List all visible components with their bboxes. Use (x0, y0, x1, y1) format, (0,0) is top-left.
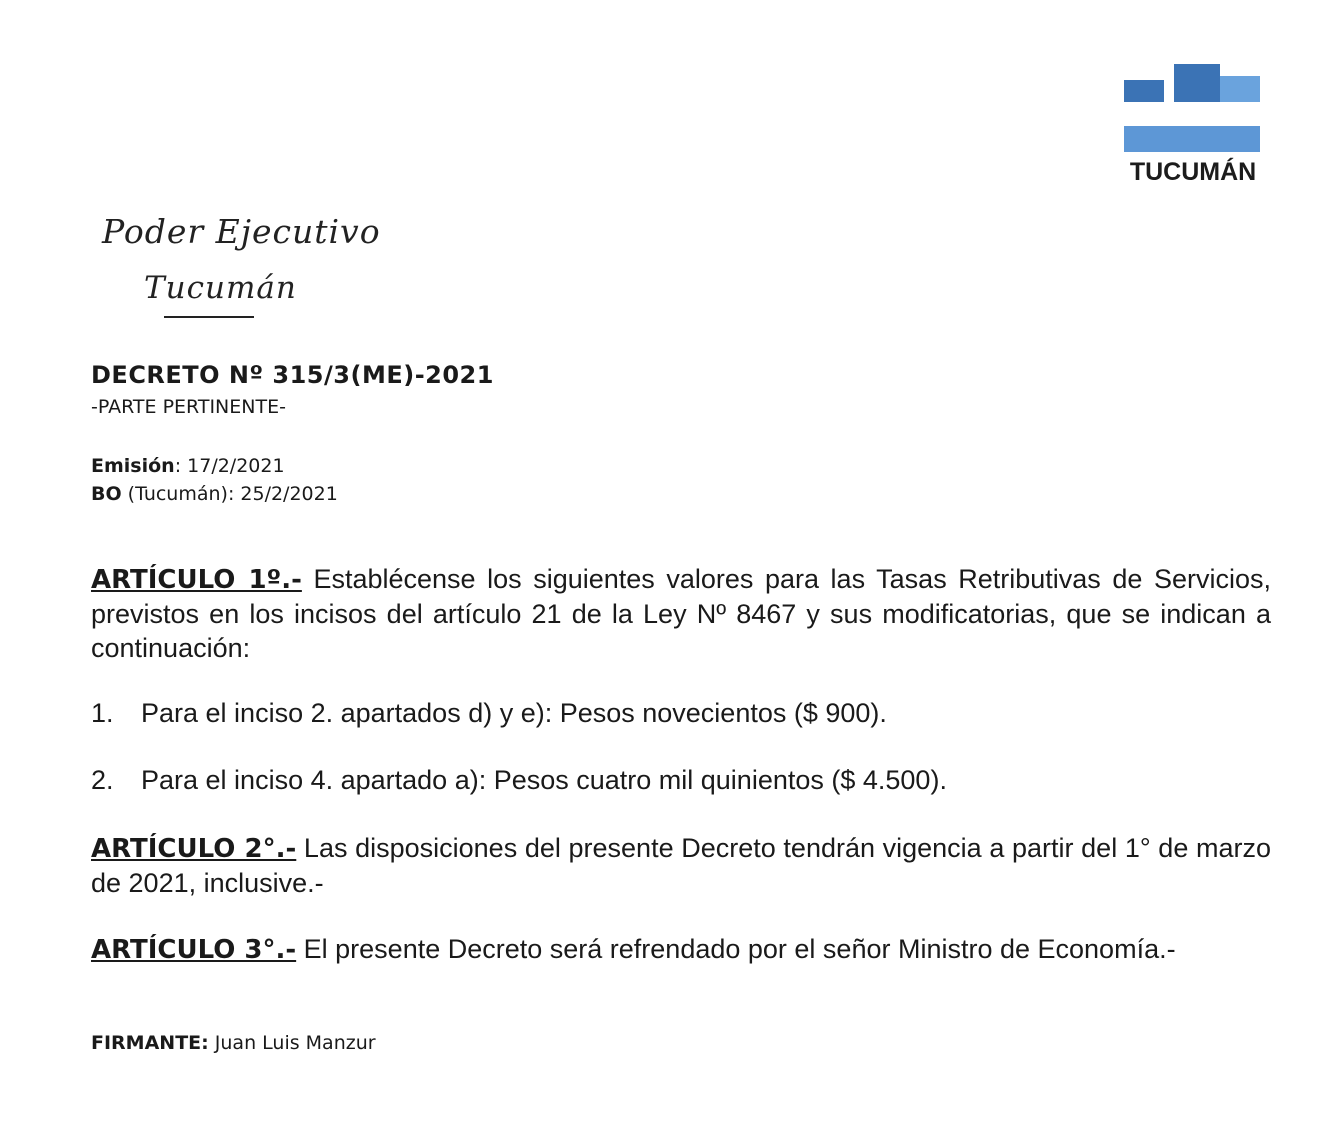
article-2 (91, 831, 1271, 900)
seal-line-1: Poder Ejecutivo (102, 212, 381, 251)
signer (91, 1032, 376, 1054)
emission-date (91, 455, 285, 477)
article-3 (91, 932, 1271, 967)
article-3-text: El presente Decreto será refrendado por el señor Ministro de Economía.- (296, 934, 1176, 964)
list-item-text: Para el inciso 2. apartados d) y e): Pesos novecientos ($ 900). (141, 698, 887, 728)
list-item (91, 696, 887, 730)
signer-name: Juan Luis Manzur (208, 1032, 376, 1054)
list-item-text: Para el inciso 4. apartado a): Pesos cuatro mil quinientos ($ 4.500). (141, 765, 947, 795)
article-1-label: ARTÍCULO 1º.- (91, 565, 302, 595)
bulletin-label: BO (91, 483, 122, 505)
decree-subtitle: -PARTE PERTINENTE- (91, 396, 286, 418)
article-2-text: Las disposiciones del presente Decreto tendrán vigencia a partir del 1° de marzo de 2021, inclusive.- (91, 833, 1271, 898)
seal-underline (164, 316, 254, 318)
list-item-number: 2. (91, 765, 114, 795)
emission-value: : 17/2/2021 (174, 455, 285, 477)
tucuman-logo (1122, 64, 1264, 190)
decree-title: DECRETO Nº 315/3(ME)-2021 (91, 361, 494, 389)
logo-text: TUCUMÁN (1129, 158, 1257, 186)
bulletin-value: (Tucumán): 25/2/2021 (121, 483, 338, 505)
article-3-label: ARTÍCULO 3°.- (91, 935, 297, 965)
signer-label: FIRMANTE: (91, 1032, 209, 1054)
list-item-number: 1. (91, 698, 114, 728)
seal-line-2: Tucumán (144, 270, 297, 306)
emission-label: Emisión (91, 455, 175, 477)
flag-stripes-graphic (1122, 64, 1264, 156)
list-item (91, 763, 947, 797)
article-1 (91, 562, 1271, 665)
article-1-text: Establécense los siguientes valores para las Tasas Retributivas de Servicios, previstos en los incisos del artículo 21 de la Ley Nº 8467 y sus modificatorias, que se indican a continuación: (91, 564, 1272, 663)
poder-ejecutivo-seal (98, 208, 381, 326)
article-2-label: ARTÍCULO 2°.- (91, 834, 297, 864)
bulletin-date (91, 483, 338, 505)
